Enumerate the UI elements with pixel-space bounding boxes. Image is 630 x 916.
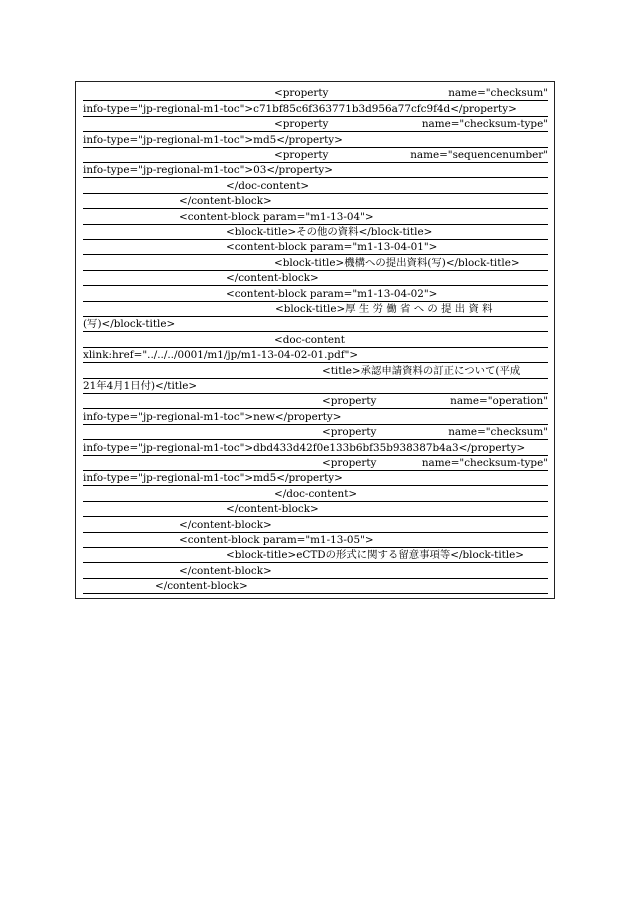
code-line [83, 194, 548, 209]
code-line [83, 425, 548, 440]
code-line [83, 348, 548, 363]
code-line [83, 286, 548, 301]
code-line [83, 409, 548, 424]
code-text: name="sequencenumber" [410, 148, 548, 161]
code-line [83, 117, 548, 132]
code-line [83, 379, 548, 394]
code-text: </content-block> [226, 503, 319, 516]
code-line [83, 394, 548, 409]
code-text: info-type="jp-regional-m1-toc">c71bf85c6f363771b3d956a77cfc9f4d</property> [83, 102, 517, 115]
code-text: xlink:href="../../../0001/m1/jp/m1-13-04-02-01.pdf"> [83, 349, 359, 362]
code-line [83, 240, 548, 255]
code-line [83, 101, 548, 116]
code-text: <block-title>eCTDの形式に関する留意事項等</block-title> [226, 549, 525, 562]
code-line [83, 178, 548, 193]
code-text: info-type="jp-regional-m1-toc">03</property> [83, 164, 333, 177]
code-text: <title>承認申請資料の訂正について(平成 [322, 364, 521, 377]
code-text: <property [322, 426, 377, 439]
code-text: <doc-content [274, 333, 345, 346]
code-text: <property [322, 456, 377, 469]
code-text: </content-block> [179, 518, 272, 531]
code-line [83, 486, 548, 501]
code-text: name="operation" [450, 395, 548, 408]
code-text: info-type="jp-regional-m1-toc">new</property> [83, 410, 342, 423]
code-line [83, 209, 548, 224]
code-line [83, 86, 548, 101]
code-text: name="checksum-type" [421, 118, 548, 131]
code-text: </content-block> [155, 580, 248, 593]
code-text: info-type="jp-regional-m1-toc">md5</property> [83, 472, 343, 485]
code-text: name="checksum" [448, 426, 548, 439]
code-text: </doc-content> [274, 487, 358, 500]
code-text: <property [274, 118, 329, 131]
code-line [83, 271, 548, 286]
code-line [83, 533, 548, 548]
document-frame [75, 81, 555, 599]
code-line [83, 332, 548, 347]
code-line [83, 302, 548, 317]
code-line [83, 255, 548, 270]
code-line [83, 471, 548, 486]
code-text: <property [274, 87, 329, 100]
code-text: <content-block param="m1-13-04"> [179, 210, 374, 223]
code-text: <block-title>その他の資料</block-title> [226, 225, 433, 238]
code-line [83, 440, 548, 455]
code-line [83, 548, 548, 563]
code-line [83, 563, 548, 578]
code-text: </content-block> [226, 272, 319, 285]
code-line [83, 132, 548, 147]
code-text: info-type="jp-regional-m1-toc">md5</property> [83, 133, 343, 146]
code-text: <content-block param="m1-13-05"> [179, 533, 374, 546]
code-line [83, 148, 548, 163]
code-line [83, 317, 548, 332]
code-text: info-type="jp-regional-m1-toc">dbd433d42f0e133b6bf35b938387b4a3</property> [83, 441, 526, 454]
code-text: </doc-content> [226, 179, 310, 192]
code-text: <block-title>機構への提出資料(写)</block-title> [274, 256, 520, 269]
code-line [83, 456, 548, 471]
code-text: 21年4月1日付)</title> [83, 379, 198, 392]
code-text: <content-block param="m1-13-04-02"> [226, 287, 438, 300]
code-text: <block-title>厚 生 労 働 省 へ の 提 出 資 料 [275, 302, 493, 315]
code-line [83, 502, 548, 517]
code-line [83, 517, 548, 532]
code-line [83, 225, 548, 240]
code-text: (写)</block-title> [83, 318, 176, 331]
code-line [83, 163, 548, 178]
code-text: </content-block> [179, 564, 272, 577]
code-text: <content-block param="m1-13-04-01"> [226, 241, 438, 254]
code-text: name="checksum-type" [421, 456, 548, 469]
code-text: </content-block> [179, 195, 272, 208]
code-text: name="checksum" [448, 87, 548, 100]
code-line [83, 363, 548, 378]
code-line [83, 579, 548, 594]
code-text: <property [274, 148, 329, 161]
code-text: <property [322, 395, 377, 408]
